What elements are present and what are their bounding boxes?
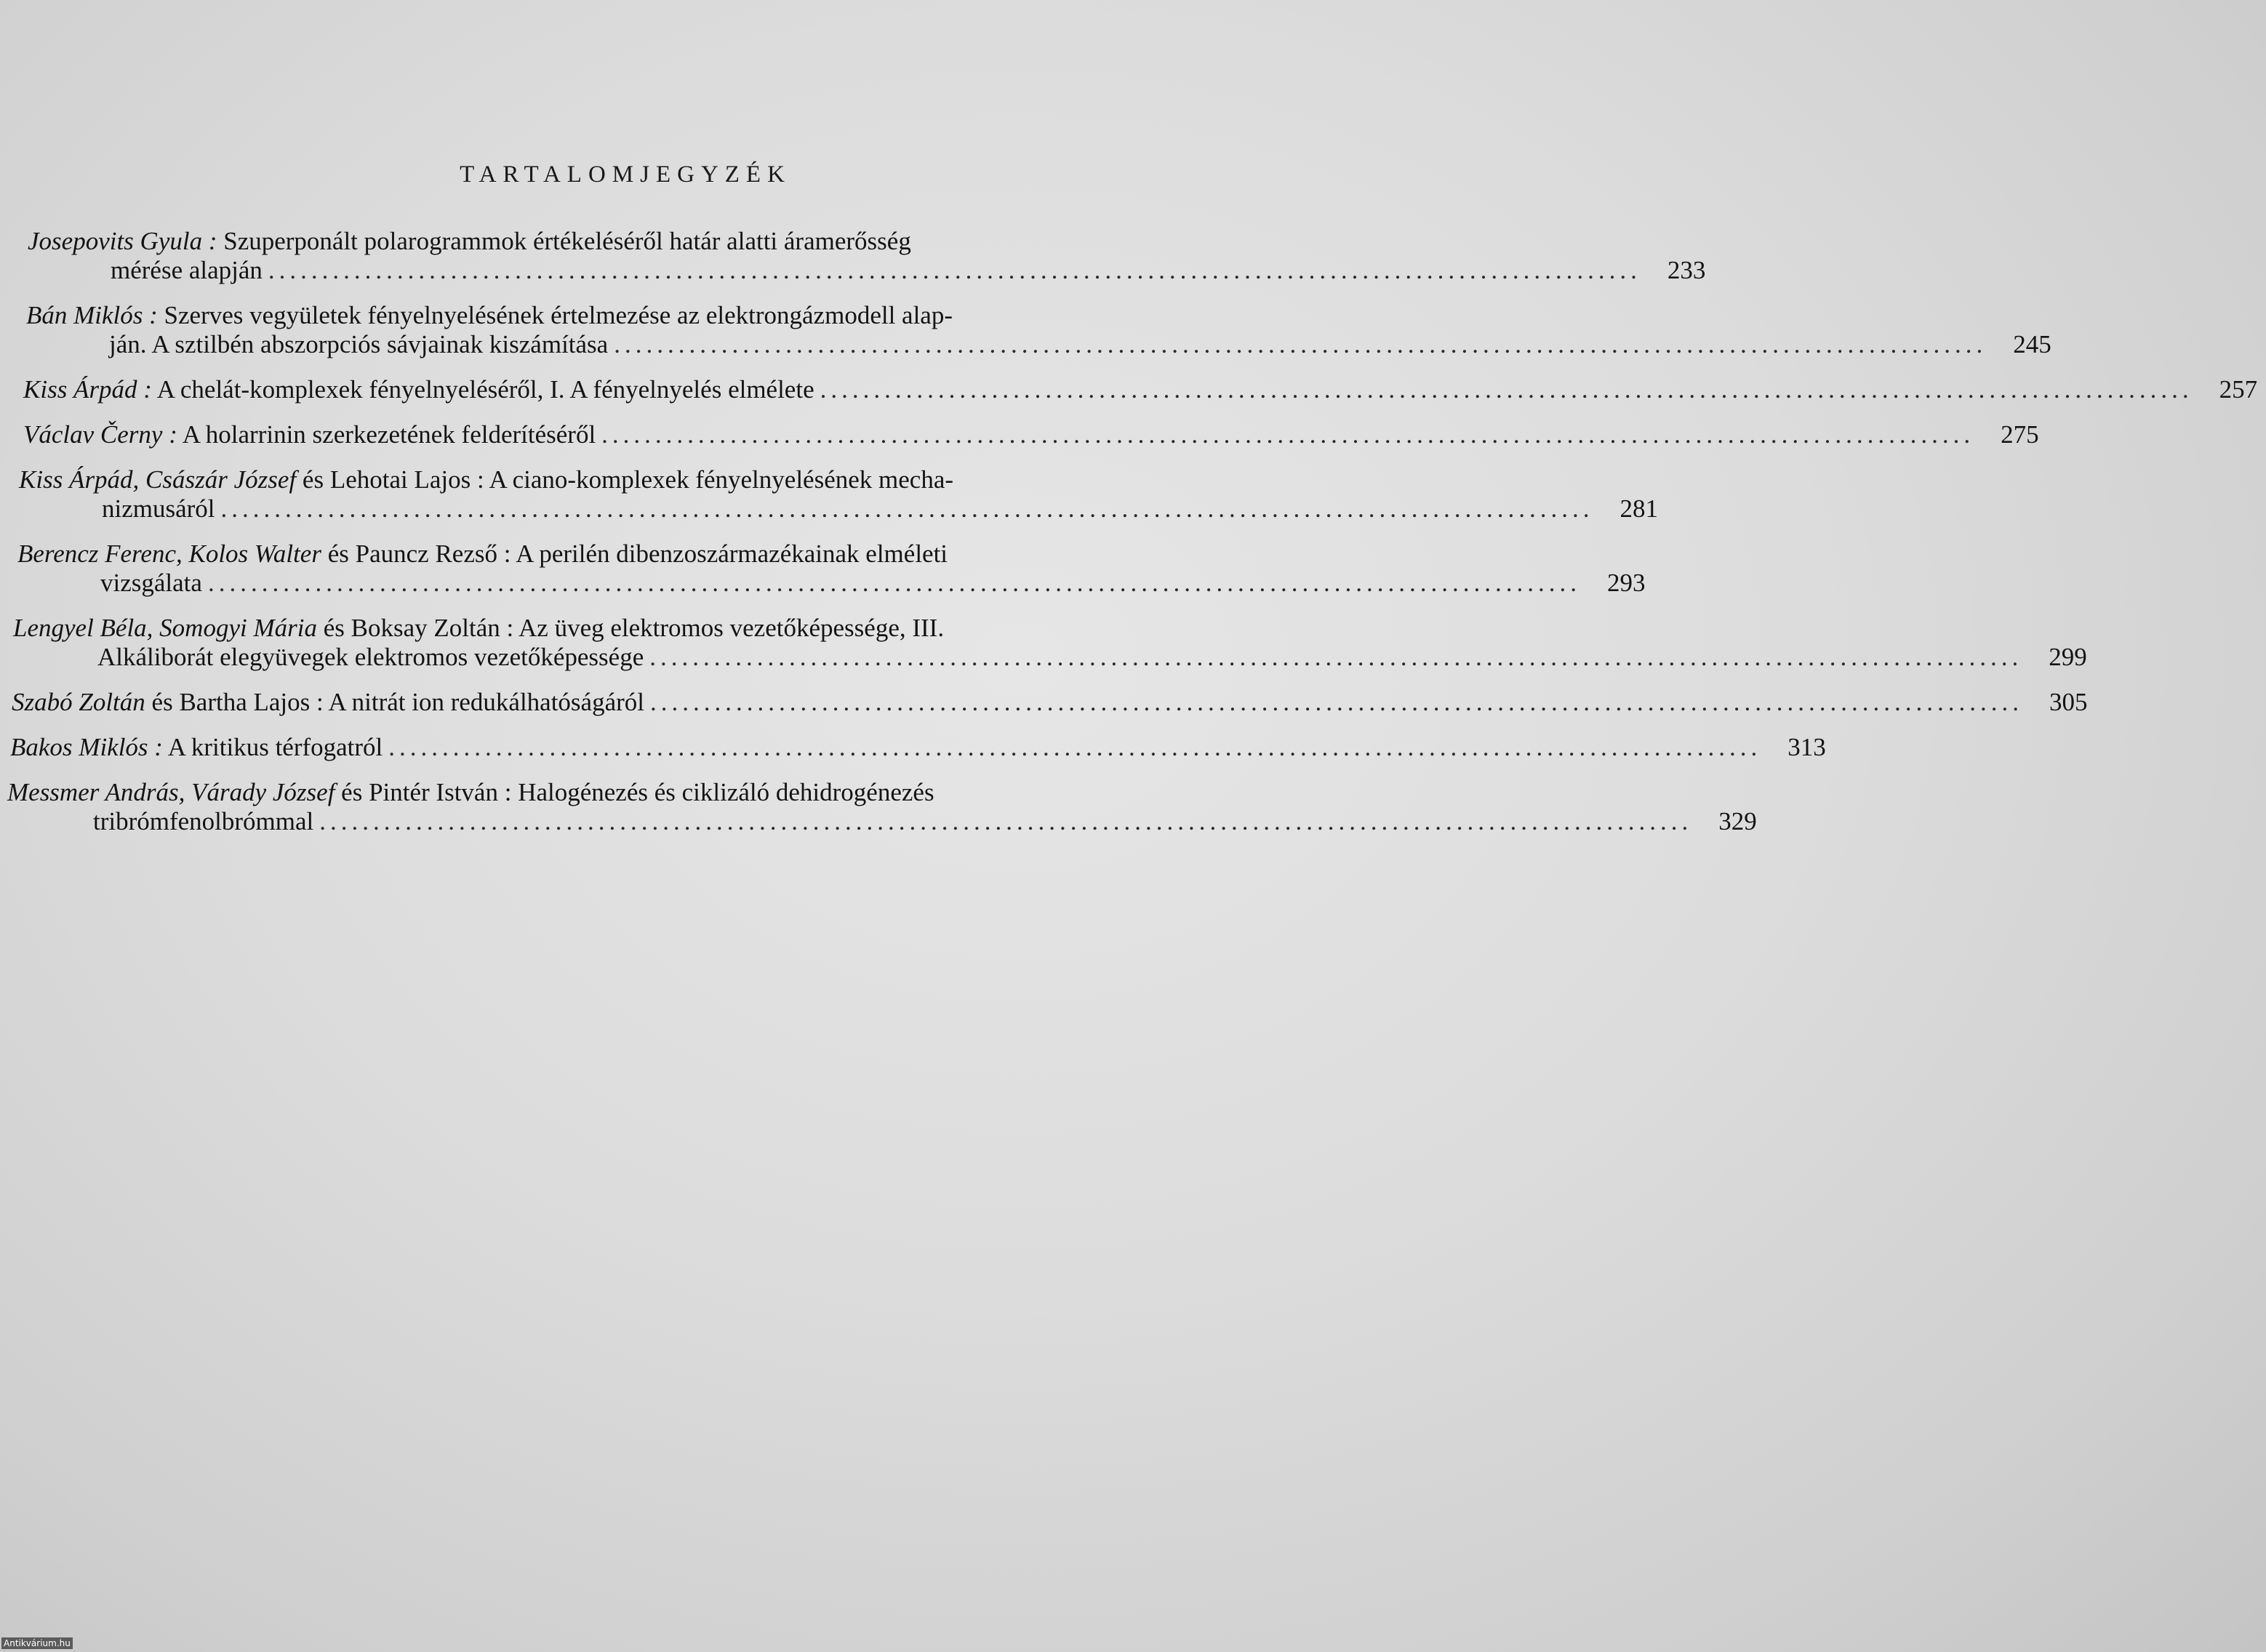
toc-entry-first-line (17, 540, 1239, 569)
toc-entry-title-cont: Alkáliborát elegyüvegek elektromos vezetőképessége (97, 643, 644, 671)
toc-entry-text (12, 688, 644, 717)
toc-entry-single-line (12, 688, 2088, 717)
dot-leader: ................................................................................................................................ (614, 330, 1987, 358)
dot-leader: ................................................................................................................................ (650, 688, 2024, 716)
toc-entry-last-line (17, 569, 1646, 598)
watermark: Antikvárium.hu (1, 1637, 73, 1649)
toc-entry-authors: Lengyel Béla, Somogyi Mária (13, 614, 317, 642)
dot-leader: ................................................................................................................................ (268, 256, 1641, 284)
toc-entry-title: és Lehotai Lajos : A ciano-komplexek fényelnyelésének mecha- (296, 465, 954, 494)
toc-entry-title: és Boksay Zoltán : Az üveg elektromos vezetőképessége, III. (316, 614, 945, 642)
toc-entry-title: A holarrinin szerkezetének felderítéséről (177, 420, 596, 449)
toc-entry-page: 275 (2001, 420, 2039, 449)
toc-entry-text (10, 733, 383, 762)
table-of-contents (0, 227, 2258, 852)
toc-entry-page: 293 (1606, 569, 1646, 597)
toc-entry-authors: Václav Černy : (23, 420, 177, 449)
toc-entry (0, 688, 2088, 717)
toc-entry-authors: Messmer András, Várady József (7, 778, 335, 806)
dot-leader: ................................................................................................................................ (207, 569, 1581, 597)
toc-entry-authors: Bakos Miklós : (10, 733, 163, 761)
toc-entry-page: 313 (1787, 733, 1826, 761)
toc-entry-title: és Pauncz Rezső : A perilén dibenzoszármazékainak elméleti (321, 540, 948, 568)
toc-entry-single-line (10, 733, 1826, 762)
toc-entry-first-line (7, 778, 1239, 807)
toc-entry-page: 281 (1620, 494, 1659, 523)
dot-leader: ................................................................................................................................ (649, 643, 2023, 671)
toc-entry (0, 540, 1646, 598)
toc-entry-title-cont: mérése alapján (111, 256, 263, 284)
dot-leader: ................................................................................................................................ (220, 494, 1594, 523)
dot-leader: ................................................................................................................................ (388, 733, 1762, 761)
toc-entry-page: 329 (1718, 807, 1757, 835)
toc-entry (0, 301, 2051, 359)
page-title: TARTALOMJEGYZÉK (460, 161, 791, 188)
toc-entry-authors: Josepovits Gyula : (28, 227, 217, 255)
toc-entry-authors: Kiss Árpád : (23, 375, 152, 404)
toc-entry-single-line (23, 420, 2039, 449)
toc-entry-title-cont: vizsgálata (100, 569, 202, 597)
toc-entry-title: A chelát-komplexek fényelnyeléséről, I. A fényelnyelés elmélete (151, 375, 814, 404)
toc-entry-first-line (13, 614, 1239, 643)
toc-entry-last-line (13, 643, 2087, 672)
toc-entry-title: és Bartha Lajos : A nitrát ion redukálhatóságáról (145, 688, 645, 716)
toc-entry-page: 245 (2013, 330, 2051, 358)
toc-entry-first-line (26, 301, 1239, 330)
dot-leader: ................................................................................................................................ (820, 375, 2193, 404)
toc-entry-first-line (19, 465, 1239, 494)
toc-entry-title-cont: ján. A sztilbén abszorpciós sávjainak kiszámítása (109, 330, 609, 358)
toc-entry (0, 420, 2039, 449)
toc-entry-page: 257 (2219, 375, 2258, 404)
toc-entry-last-line (19, 494, 1659, 524)
toc-entry-last-line (28, 256, 1706, 285)
toc-entry-last-line (7, 807, 1757, 836)
toc-entry-authors: Szabó Zoltán (12, 688, 145, 716)
toc-entry (0, 778, 1757, 836)
toc-entry-last-line (26, 330, 2051, 359)
toc-entry-page: 305 (2049, 688, 2088, 716)
toc-entry-first-line (28, 227, 1239, 256)
toc-entry-text (23, 420, 596, 449)
toc-entry (0, 227, 1706, 285)
toc-entry-page: 299 (2049, 643, 2087, 671)
toc-entry-page: 233 (1667, 256, 1706, 284)
toc-entry-authors: Bán Miklós : (26, 301, 158, 329)
dot-leader: ................................................................................................................................ (601, 420, 1975, 449)
toc-entry (0, 375, 2258, 404)
toc-entry-authors: Berencz Ferenc, Kolos Walter (17, 540, 321, 568)
toc-entry (0, 733, 1826, 762)
toc-entry-single-line (23, 375, 2258, 404)
toc-entry-title: Szerves vegyületek fényelnyelésének értelmezése az elektrongázmodell alap- (157, 301, 953, 329)
dot-leader: ................................................................................................................................ (319, 807, 1693, 835)
toc-entry-authors: Kiss Árpád, Császár József (19, 465, 297, 494)
toc-entry-title: A kritikus térfogatról (162, 733, 383, 761)
toc-entry-title-cont: nizmusáról (102, 494, 215, 523)
toc-entry-title: és Pintér István : Halogénezés és ciklizáló dehidrogénezés (335, 778, 934, 806)
toc-entry-title-cont: tribrómfenolbrómmal (93, 807, 314, 835)
toc-entry-title: Szuperponált polarogrammok értékeléséről határ alatti áramerősség (217, 227, 911, 255)
toc-entry-text (23, 375, 814, 404)
toc-entry (0, 614, 2087, 672)
toc-entry (0, 465, 1659, 524)
